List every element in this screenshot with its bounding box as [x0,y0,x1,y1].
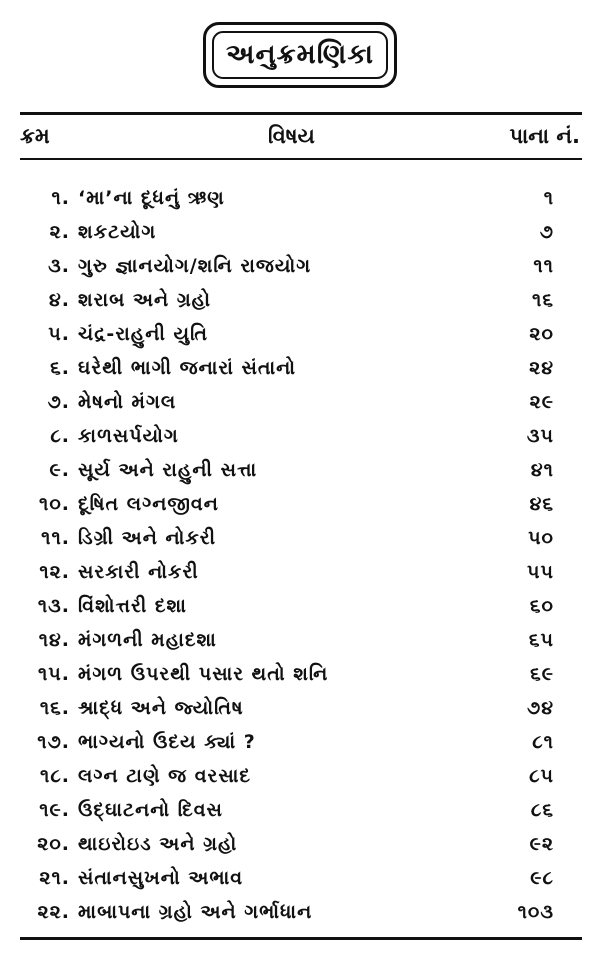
entry-number: ૧૬. [39,697,70,719]
entry-page: ૫૫ [527,561,554,583]
entry-number: ૧૭. [37,731,70,753]
entry-page: ૮૬ [530,799,554,821]
entry-number: ૪. [49,289,70,311]
header-subject: વિષય [268,124,315,148]
entry-page: ૪૧ [530,459,554,481]
list-item [20,557,582,591]
entry-number: ૧૧. [41,527,70,549]
entry-page: ૧૧ [533,255,554,277]
list-item [20,217,582,251]
list-item [20,625,582,659]
contents-list [20,183,582,931]
entry-topic: ચંદ્ર-રાહુની યુતિ [78,323,208,345]
entry-topic: સરકારી નોકરી [78,561,199,583]
list-item [20,727,582,761]
list-item [20,693,582,727]
list-item [20,863,582,897]
entry-topic: સૂર્ય અને રાહુની સત્તા [78,459,258,481]
list-item [20,285,582,319]
list-item [20,659,582,693]
entry-page: ૭ [539,221,554,243]
entry-topic: શકટયોગ [78,221,157,243]
entry-number: ૧૫. [37,663,70,685]
entry-number: ૧૯. [39,799,70,821]
entry-page: ૨૦ [529,323,554,345]
entry-page: ૨૪ [529,357,554,379]
entry-topic: ઘરેથી ભાગી જનારાં સંતાનો [78,357,297,379]
list-item [20,795,582,829]
entry-number: ૬. [50,357,70,379]
table-header [20,120,582,154]
entry-topic: શરાબ અને ગ્રહો [78,289,211,311]
bottom-rule [20,937,582,940]
header-page: પાના નં. [509,124,580,148]
list-item [20,319,582,353]
top-rule [20,112,582,115]
entry-topic: ડિગ્રી અને નોકરી [78,527,217,549]
entry-page: ૬૫ [528,629,554,651]
list-item [20,489,582,523]
list-item [20,897,582,931]
header-rule [20,158,582,160]
entry-number: ૧૨. [39,561,70,583]
entry-page: ૫૦ [528,527,554,549]
entry-topic: સંતાનસુખનો અભાવ [78,867,244,889]
list-item [20,421,582,455]
list-item [20,829,582,863]
entry-topic: થાઇરોઇડ અને ગ્રહો [78,833,238,855]
entry-page: ૧ [543,187,554,209]
entry-topic: માબાપના ગ્રહો અને ગર્ભાધાન [78,901,313,923]
list-item [20,183,582,217]
entry-topic: ગુરુ જ્ઞાનયોગ/શનિ રાજયોગ [78,255,312,277]
entry-number: ૧૮. [40,765,70,787]
entry-page: ૮૧ [532,731,554,753]
entry-topic: વિંશોત્તરી દશા [78,595,187,617]
list-item [20,353,582,387]
entry-page: ૪૬ [529,493,554,515]
entry-topic: કાળસર્પયોગ [78,425,179,447]
entry-page: ૬૯ [530,663,554,685]
entry-number: ૯. [49,459,70,481]
list-item [20,761,582,795]
entry-page: ૯૮ [530,867,554,889]
entry-number: ૨. [49,221,70,243]
entry-page: ૨૯ [529,391,554,413]
entry-page: ૩૫ [526,425,554,447]
list-item [20,591,582,625]
entry-number: ૧૪. [38,629,70,651]
entry-page: ૧૦૩ [517,901,554,923]
list-item [20,455,582,489]
entry-page: ૭૪ [527,697,554,719]
entry-number: ૩. [48,255,70,277]
entry-number: ૨૧. [39,867,70,889]
page-title: અનુક્રમણિકા [212,31,388,79]
title-frame [203,22,397,88]
header-number: ક્રમ [20,124,50,148]
entry-number: ૫. [48,323,70,345]
entry-number: ૨૦. [37,833,70,855]
list-item [20,523,582,557]
entry-number: ૧. [51,187,70,209]
entry-number: ૭. [47,391,70,413]
entry-number: ૨૨. [37,901,70,923]
list-item [20,251,582,285]
entry-page: ૮૫ [529,765,554,787]
entry-number: ૮. [50,425,70,447]
entry-number: ૧૦. [39,493,70,515]
entry-page: ૯૨ [529,833,554,855]
entry-page: ૧૬ [532,289,554,311]
entry-topic: મંગળની મહાદશા [78,629,217,651]
entry-topic: ઉદ્ઘાટનનો દિવસ [78,799,223,821]
entry-topic: ભાગ્યનો ઉદય ક્યાં ? [78,731,256,753]
entry-topic: લગ્ન ટાણે જ વરસાદ [78,765,252,787]
entry-topic: ‘મા’ના દૂધનું ઋણ [78,187,225,209]
entry-topic: મેષનો મંગલ [78,391,177,413]
entry-topic: શ્રાદ્ધ અને જ્યોતિષ [78,697,244,719]
entry-number: ૧૩. [37,595,70,617]
entry-topic: મંગળ ઉપરથી પસાર થતો શનિ [78,663,329,685]
entry-page: ૬૦ [529,595,554,617]
entry-topic: દૂષિત લગ્નજીવન [78,493,219,515]
list-item [20,387,582,421]
